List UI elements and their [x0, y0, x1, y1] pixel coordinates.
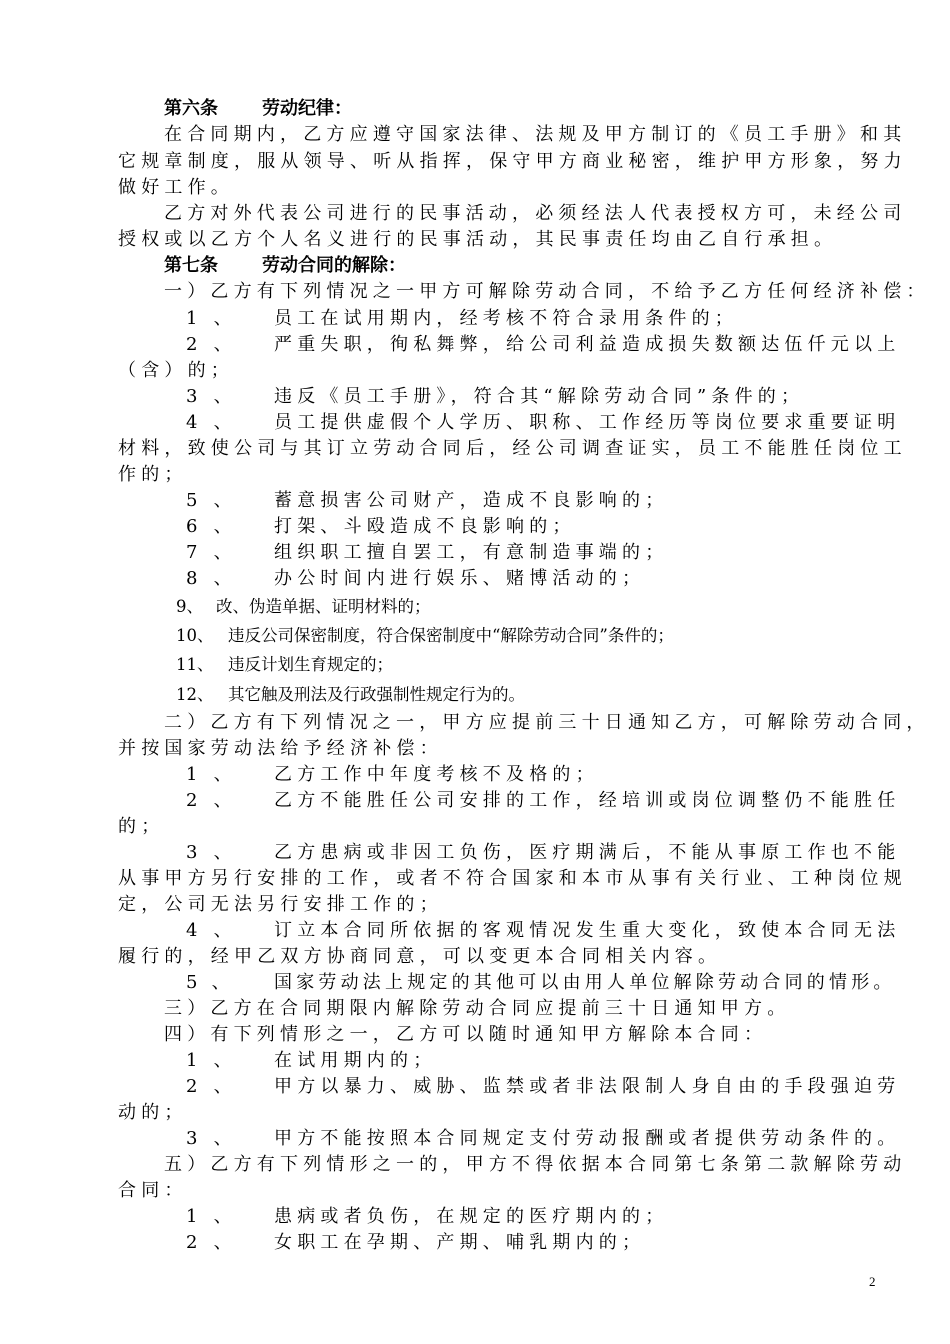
- list-item: 9、 改、伪造单据、证明材料的；: [176, 597, 431, 616]
- article-6-heading: [164, 96, 352, 122]
- list-item-continuation: 材料，致使公司与其订立劳动合同后，经公司调查证实，员工不能胜任岗位工: [118, 438, 907, 459]
- section-5-intro-continuation: 合同：: [118, 1180, 188, 1201]
- list-item: 1 、 员工在试用期内，经考核不符合录用条件的；: [186, 308, 738, 329]
- list-item-continuation: 履行的，经甲乙双方协商同意，可以变更本合同相关内容。: [118, 946, 722, 967]
- section-1-intro: 一）乙方有下列情况之一甲方可解除劳动合同，不给予乙方任何经济补偿：: [164, 281, 930, 302]
- list-item: 1 、 患病或者负伤，在规定的医疗期内的；: [186, 1206, 669, 1227]
- list-item: 5 、 蓄意损害公司财产，造成不良影响的；: [186, 490, 669, 511]
- paragraph-line: 它规章制度，服从领导、听从指挥，保守甲方商业秘密，维护甲方形象，努力: [118, 151, 907, 172]
- list-item-continuation: （含）的；: [118, 360, 234, 381]
- paragraph-line: 授权或以乙方个人名义进行的民事活动，其民事责任均由乙自行承担。: [118, 229, 838, 250]
- list-item: 7 、 组织职工擅自罢工，有意制造事端的；: [186, 542, 669, 563]
- list-item: 1 、 在试用期内的；: [186, 1050, 437, 1071]
- section-4-intro: 四）有下列情形之一，乙方可以随时通知甲方解除本合同：: [164, 1024, 768, 1045]
- list-item: 6 、 打架、斗殴造成不良影响的；: [186, 516, 576, 537]
- paragraph-line: 乙方对外代表公司进行的民事活动，必须经法人代表授权方可，未经公司: [164, 203, 907, 224]
- section-2-intro-continuation: 并按国家劳动法给予经济补偿：: [118, 738, 443, 759]
- list-item: 3 、 甲方不能按照本合同规定支付劳动报酬或者提供劳动条件的。: [186, 1128, 901, 1149]
- list-item: 3 、 乙方患病或非因工负伤，医疗期满后，不能从事原工作也不能: [186, 842, 901, 863]
- list-item: 1 、 乙方工作中年度考核不及格的；: [186, 764, 599, 785]
- list-item-continuation: 动的；: [118, 1102, 188, 1123]
- section-3: 三）乙方在合同期限内解除劳动合同应提前三十日通知甲方。: [164, 998, 791, 1019]
- paragraph-line: 做好工作。: [118, 177, 234, 198]
- article-7-title: 劳动合同的解除：: [262, 255, 406, 276]
- list-item: 2 、 乙方不能胜任公司安排的工作，经培训或岗位调整仍不能胜任: [186, 790, 901, 811]
- list-item-continuation: 从事甲方另行安排的工作，或者不符合国家和本市从事有关行业、工种岗位规: [118, 868, 907, 889]
- page-number: 2: [869, 1274, 876, 1289]
- list-item: 10、 违反公司保密制度，符合保密制度中“解除劳动合同”条件的；: [176, 626, 674, 645]
- article-6-number: 第六条: [164, 98, 218, 119]
- list-item-continuation: 作的；: [118, 464, 188, 485]
- list-item: 2 、 甲方以暴力、威胁、监禁或者非法限制人身自由的手段强迫劳: [186, 1076, 901, 1097]
- list-item: 2 、 女职工在孕期、产期、哺乳期内的；: [186, 1232, 646, 1253]
- article-7-heading: [164, 253, 406, 279]
- list-item-continuation: 的；: [118, 816, 165, 837]
- list-item: 4 、 订立本合同所依据的客观情况发生重大变化，致使本合同无法: [186, 920, 901, 941]
- list-item: 3 、 违反《员工手册》，符合其“解除劳动合同”条件的；: [186, 386, 805, 407]
- list-item: 5 、 国家劳动法上规定的其他可以由用人单位解除劳动合同的情形。: [186, 972, 896, 993]
- paragraph-line: 在合同期内，乙方应遵守国家法律、法规及甲方制订的《员工手册》和其: [164, 124, 907, 145]
- list-item-continuation: 定，公司无法另行安排工作的；: [118, 894, 443, 915]
- section-5-intro: 五）乙方有下列情形之一的，甲方不得依据本合同第七条第二款解除劳动: [164, 1154, 907, 1175]
- list-item: 12、 其它触及刑法及行政强制性规定行为的。: [176, 685, 525, 704]
- list-item: 8 、 办公时间内进行娱乐、赌博活动的；: [186, 568, 646, 589]
- list-item: 4 、 员工提供虚假个人学历、职称、工作经历等岗位要求重要证明: [186, 412, 901, 433]
- section-2-intro: 二）乙方有下列情况之一，甲方应提前三十日通知乙方，可解除劳动合同，: [164, 712, 930, 733]
- list-item: 11、 违反计划生育规定的；: [176, 655, 393, 674]
- article-7-number: 第七条: [164, 255, 218, 276]
- article-6-title: 劳动纪律：: [262, 98, 352, 119]
- list-item: 2 、 严重失职，徇私舞弊，给公司利益造成损失数额达伍仟元以上: [186, 334, 901, 355]
